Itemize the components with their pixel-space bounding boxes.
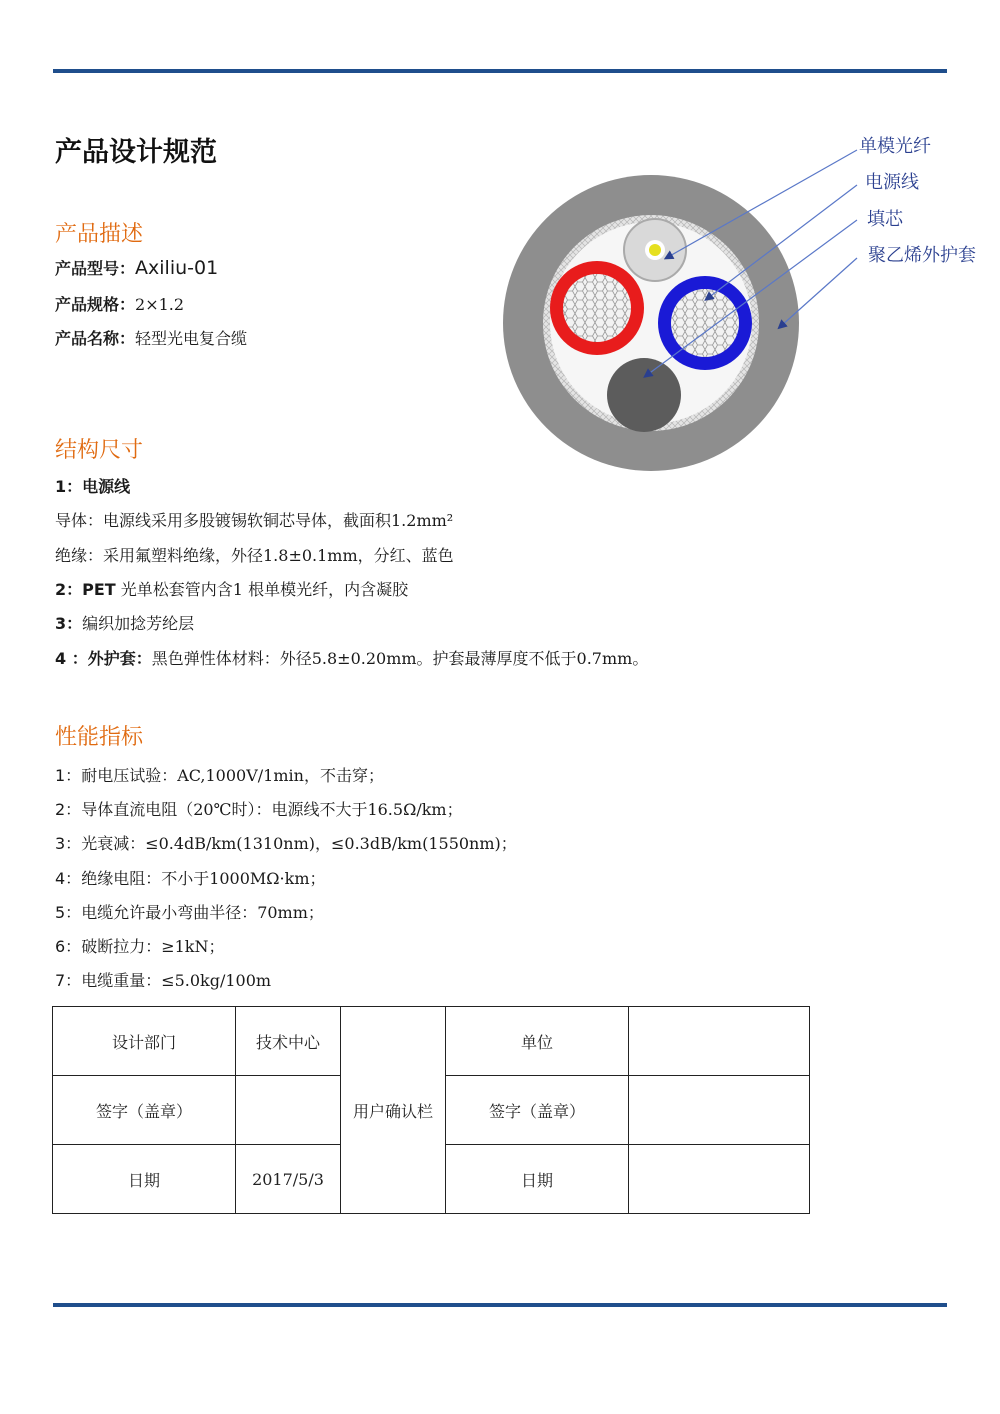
user-confirm-label: 用户确认栏 [341,1007,446,1214]
performance-item-number: 6： [55,937,82,956]
fiber-core [649,244,661,256]
performance-item [55,763,384,786]
cable-cross-section-svg [495,120,1000,480]
performance-item-number: 2： [55,800,82,819]
structure-item3 [55,611,194,634]
structure-item4 [55,646,648,669]
structure-item4-prefix: 4 ：外护套： [55,649,152,668]
performance-item [55,968,271,991]
callout-filler: 填芯 [867,209,903,230]
product-name-line [55,326,247,349]
blue-conductor-strands [671,289,739,357]
structure-item3-text: 编织加捻芳纶层 [82,614,195,633]
cable-cross-section-diagram [495,120,1000,480]
product-spec-value: 2×1.2 [135,295,185,314]
performance-item-number: 5： [55,903,82,922]
product-model-line [55,256,218,279]
page-title: 产品设计规范 [55,137,217,168]
filler-core [607,358,681,432]
structure-item1-insulation: 绝缘：采用氟塑料绝缘，外径1.8±0.1mm，分红、蓝色 [55,546,454,565]
red-conductor-strands [563,274,631,342]
performance-item-text: 电缆重量：≤5.0kg/100m [81,971,272,990]
date-value-right [629,1145,810,1214]
performance-item [55,866,326,889]
structure-item4-text: 黑色弹性体材料：外径5.8±0.20mm。护套最薄厚度不低于0.7mm。 [151,649,649,668]
product-spec-line [55,292,184,315]
unit-label: 单位 [446,1007,629,1076]
structure-item2-text: 光单松套管内含1 根单模光纤，内含凝胶 [115,580,409,599]
performance-item [55,900,324,923]
section-title-structure: 结构尺寸 [55,438,144,463]
product-model-value: Axiliu-01 [135,257,219,279]
top-rule [53,69,947,73]
design-dept-value: 技术中心 [236,1007,341,1076]
structure-item1-heading: 1：电源线 [55,477,131,496]
sign-label-right: 签字（盖章） [446,1076,629,1145]
unit-value [629,1007,810,1076]
date-label-right: 日期 [446,1145,629,1214]
performance-item-number: 3： [55,834,82,853]
structure-item1-conductor: 导体：电源线采用多股镀锡软铜芯导体，截面积1.2mm² [55,511,454,530]
performance-item-number: 1： [55,766,82,785]
performance-item-text: 光衰减：≤0.4dB/km(1310nm)，≤0.3dB/km(1550nm)； [81,834,517,853]
structure-item2 [55,577,408,600]
performance-item-text: 电缆允许最小弯曲半径：70mm； [81,903,324,922]
performance-item [55,934,224,957]
product-name-value: 轻型光电复合缆 [135,329,248,348]
date-value-left: 2017/5/3 [236,1145,341,1214]
section-title-description: 产品描述 [55,222,144,247]
performance-item-number: 7： [55,971,82,990]
product-spec-label: 产品规格： [55,295,136,314]
structure-item2-prefix: 2：PET [55,580,116,599]
signoff-table [52,1006,810,1214]
performance-item-text: 绝缘电阻：不小于1000MΩ·km； [81,869,326,888]
performance-item-text: 导体直流电阻（20℃时）：电源线不大于16.5Ω/km； [81,800,463,819]
bottom-rule [53,1303,947,1307]
structure-item3-prefix: 3： [55,614,83,633]
performance-item-text: 破断拉力：≥1kN； [81,937,225,956]
performance-item-text: 耐电压试验：AC,1000V/1min，不击穿； [81,766,384,785]
performance-item-number: 4： [55,869,82,888]
callout-single-mode-fiber: 单模光纤 [859,136,931,157]
sign-value-right [629,1076,810,1145]
design-dept-label: 设计部门 [53,1007,236,1076]
callout-power-line: 电源线 [865,172,919,193]
sign-value-left [236,1076,341,1145]
callout-pe-sheath: 聚乙烯外护套 [868,245,976,266]
sign-label-left: 签字（盖章） [53,1076,236,1145]
product-model-label: 产品型号： [55,259,136,278]
section-title-performance: 性能指标 [55,725,144,750]
product-name-label: 产品名称： [55,329,136,348]
table-row [53,1007,810,1076]
date-label-left: 日期 [53,1145,236,1214]
performance-item [55,797,463,820]
performance-item [55,831,517,854]
